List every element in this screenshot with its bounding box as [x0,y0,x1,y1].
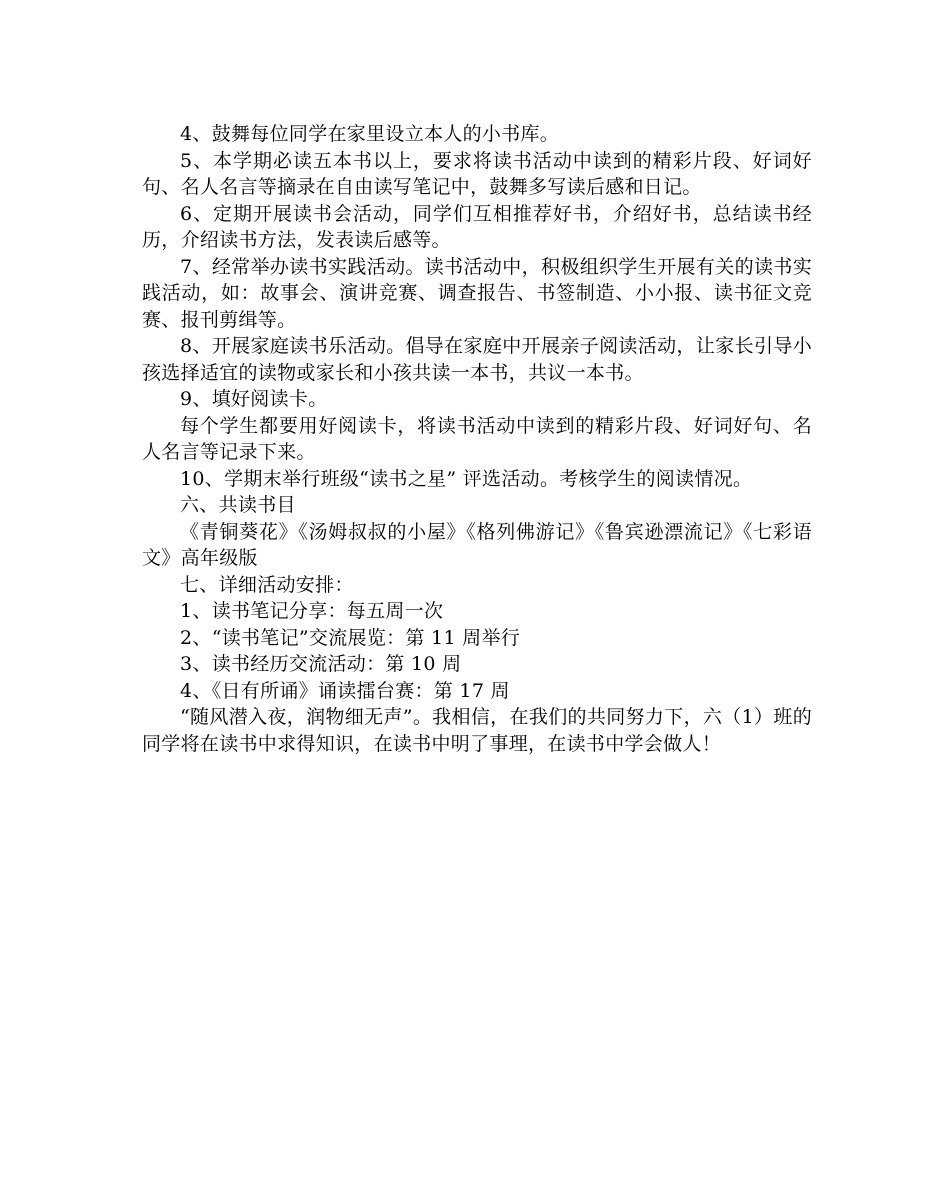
paragraph-closing: “随风潜入夜，润物细无声”。我相信，在我们的共同努力下，六（1）班的同学将在读书中求得知识，在读书中明了事理，在读书中学会做人！ [142,706,812,755]
paragraph-item-6-reading-club: 6、定期开展读书会活动，同学们互相推荐好书，介绍好书，总结读书经历，介绍读书方法，发表读后感等。 [142,202,812,251]
paragraph-item-7-reading-practice: 7、经常举办读书实践活动。读书活动中，积极组织学生开展有关的读书实践活动，如：故事会、演讲竞赛、调查报告、书签制造、小小报、读书征文竞赛、报刊剪缉等。 [142,255,812,331]
paragraph-item-9-reading-card: 9、填好阅读卡。 [180,388,328,410]
schedule-item-3: 3、读书经历交流活动：第 10 周 [180,653,462,675]
paragraph-book-list: 《青铜葵花》《汤姆叔叔的小屋》《格列佛游记》《鲁宾逊漂流记》《七彩语文》高年级版 [142,520,812,569]
section-heading-shared-books: 六、共读书目 [180,494,296,516]
paragraph-item-4-home-library: 4、鼓舞每位同学在家里设立本人的小书库。 [180,123,560,145]
paragraph-item-10-reading-star: 10、学期末举行班级“读书之星” 评选活动。考核学生的阅读情况。 [180,467,753,490]
schedule-item-4: 4、《日有所诵》诵读擂台赛：第 17 周 [180,679,510,702]
schedule-item-2: 2、“读书笔记”交流展览：第 11 周举行 [180,626,521,649]
paragraph-item-8-family-reading: 8、开展家庭读书乐活动。倡导在家庭中开展亲子阅读活动，让家长引导小孩选择适宜的读物或家长和小孩共读一本书，共议一本书。 [142,335,812,384]
paragraph-item-5-required-reading: 5、本学期必读五本书以上，要求将读书活动中读到的精彩片段、好词好句、名人名言等摘录在自由读写笔记中，鼓舞多写读后感和日记。 [142,149,812,198]
paragraph-reading-card-detail: 每个学生都要用好阅读卡，将读书活动中读到的精彩片段、好词好句、名人名言等记录下来。 [142,414,812,463]
section-heading-activity-schedule: 七、详细活动安排： [180,573,354,596]
document-body [142,121,812,757]
schedule-item-1: 1、读书笔记分享：每五周一次 [180,600,444,622]
